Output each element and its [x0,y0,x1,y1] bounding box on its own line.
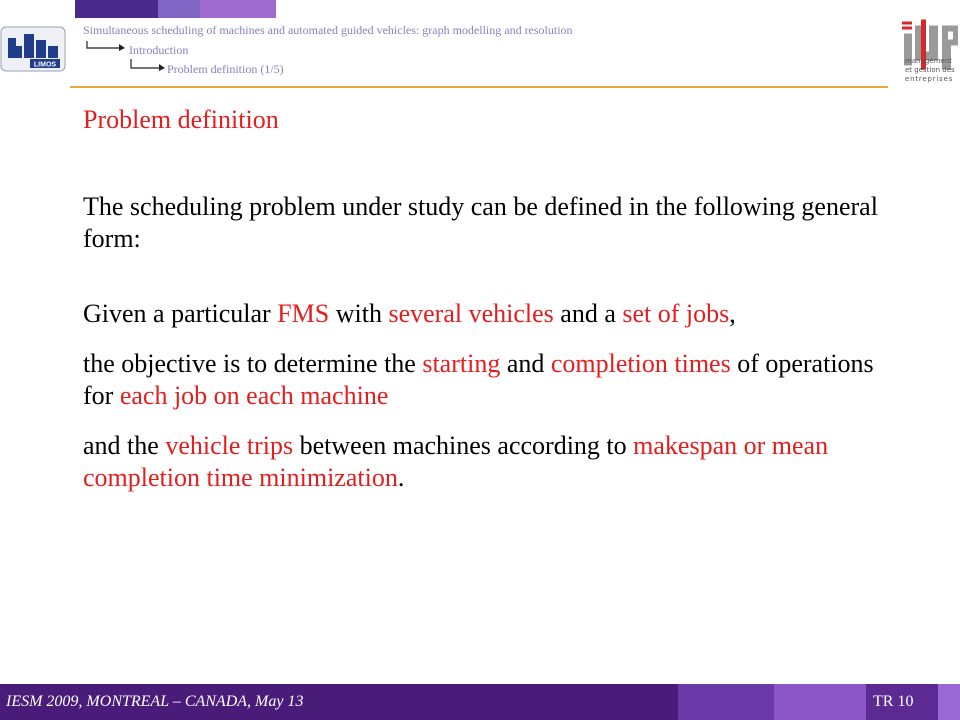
top-bar-light [200,0,276,18]
top-bar-mid [158,0,200,18]
paragraph-intro: The scheduling problem under study can be defined in the following general form: [83,192,878,253]
slide-title: Problem definition [83,105,279,134]
text-run: the objective is to determine the [83,349,423,378]
highlighted-term: several vehicles [388,299,554,328]
highlighted-term: set of jobs [622,299,730,328]
paragraph-objective [83,348,893,412]
top-bar-dark [75,0,158,18]
text-run: between machines according to [293,431,634,460]
breadcrumb-section: Introduction [129,43,189,57]
highlighted-term: FMS [277,299,330,328]
iup-tagline-2: et gestion des [905,66,955,74]
header-rule [70,86,888,88]
text-run: of operations for [83,349,874,410]
text-run: and a [553,299,623,328]
slide-content [83,104,893,494]
highlighted-term: vehicle trips [165,431,294,460]
highlighted-term: completion times [550,349,731,378]
text-run: Given a particular [83,299,278,328]
footer-bar [0,684,960,720]
breadcrumb-subsection: Problem definition (1/5) [167,62,284,76]
highlighted-term: makespan or mean completion time minimization [83,431,829,492]
highlighted-term: each job on each machine [119,381,389,410]
text-run: . [397,463,405,492]
highlighted-term: starting [422,349,501,378]
text-run: , [729,299,736,328]
text-run: and [500,349,551,378]
top-decor-bars [0,0,960,18]
text-run: with [329,299,389,328]
paragraph-vehicle-trips [83,430,893,494]
footer-slide-number: TR 10 [873,693,914,710]
limos-logo [0,26,66,72]
breadcrumb-presentation-title: Simultaneous scheduling of machines and automated guided vehicles: graph modelling and resolution [83,23,573,37]
footer-conference: IESM 2009, MONTREAL – CANADA, May 13 [6,693,304,710]
breadcrumb-arrow-icon [86,41,126,51]
paragraph-given [83,298,893,330]
breadcrumb-arrow-icon [130,59,166,71]
iup-tagline-1: management [905,57,952,65]
text-run: and the [83,431,166,460]
limos-logo-text: LIMOS [33,61,57,69]
iup-tagline-3: entreprises [905,75,954,83]
